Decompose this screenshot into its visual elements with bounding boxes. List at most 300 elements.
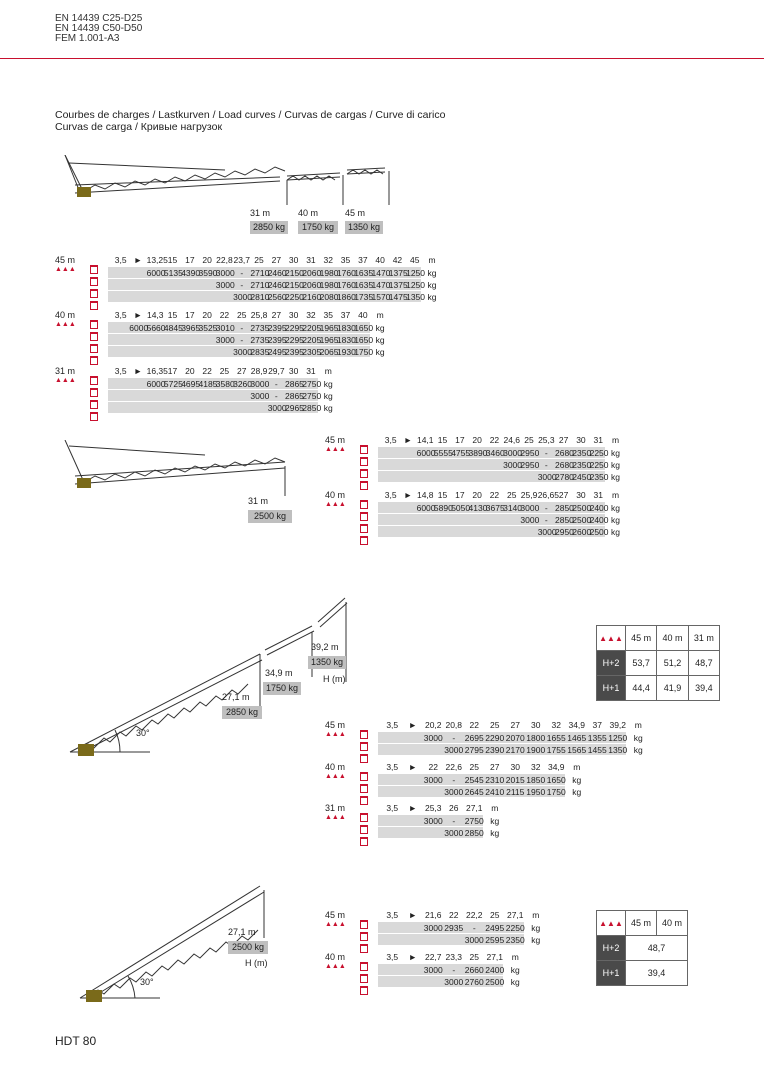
- table-cell: 5890: [433, 503, 453, 513]
- header-cell: 3,5: [114, 255, 127, 265]
- table-cell: -: [472, 923, 476, 933]
- hook-icon: [90, 289, 98, 298]
- hook-icon: [360, 524, 368, 533]
- table-cell: 3000: [423, 965, 443, 975]
- header-cell: 22: [489, 435, 500, 445]
- s4-ht-cell: 48,7: [626, 936, 688, 961]
- table-cell: 2750: [464, 816, 484, 826]
- table-cell: 2710: [250, 280, 270, 290]
- table-cell: 1760: [336, 268, 356, 278]
- header-cell: 25: [237, 310, 247, 320]
- header-cell: 15: [437, 435, 448, 445]
- header-cell: 17: [167, 366, 178, 376]
- s4-dim-length: 27,1 m: [228, 927, 256, 937]
- trolley-icon: ▲▲▲: [55, 266, 76, 273]
- table-cell: 1750: [354, 347, 374, 357]
- table-cell: 1250: [608, 733, 628, 743]
- header-cell: 22: [428, 762, 438, 772]
- section3-t0-jib-length: 45 m: [325, 720, 346, 730]
- header-cell: 22: [202, 366, 212, 376]
- header-cell: 45: [410, 255, 420, 265]
- table-cell: 6000: [416, 448, 436, 458]
- table-cell: 2950: [520, 448, 540, 458]
- table-cell: -: [240, 323, 244, 333]
- table-cell: kg: [427, 268, 437, 278]
- table-cell: 1650: [354, 335, 374, 345]
- table-cell: kg: [490, 816, 500, 826]
- table-cell: 2735: [250, 323, 270, 333]
- header-cell: 20: [202, 310, 212, 320]
- s4-ht-row-label-0: H+2: [597, 936, 626, 961]
- header-cell: ►: [133, 366, 143, 376]
- hook-icon: [90, 388, 98, 397]
- header-cell: 25: [469, 762, 479, 772]
- dim-length-31: 31 m: [250, 208, 271, 218]
- table-cell: kg: [611, 448, 621, 458]
- s3-ht-cell: 41,9: [657, 676, 688, 701]
- header-cell: 20: [185, 366, 195, 376]
- s3-dim-load-39: 1350 kg: [308, 656, 346, 669]
- table-cell: 2170: [505, 745, 525, 755]
- table-cell: 6000: [146, 268, 166, 278]
- header-cell: 20,8: [445, 720, 463, 730]
- table-cell: 1470: [371, 268, 391, 278]
- s3-ht-icon-cell: ▲▲▲: [597, 626, 626, 651]
- table-cell: 2250: [589, 460, 609, 470]
- table-cell: 1565: [567, 745, 587, 755]
- table-cell: 2150: [285, 280, 304, 290]
- hook-icon: [360, 469, 368, 478]
- table-cell: 2560: [267, 292, 287, 302]
- table-cell: 3000: [423, 733, 443, 743]
- table-cell: kg: [531, 923, 541, 933]
- header-cell: 27: [558, 435, 569, 445]
- s3-ht-col-0: 45 m: [626, 626, 657, 651]
- footer-model: HDT 80: [55, 1034, 97, 1048]
- crane-horizontal-31m: [55, 440, 295, 500]
- s3-dim-length-27: 27,1 m: [222, 692, 250, 702]
- table-cell: 2710: [250, 268, 270, 278]
- header-cell: ►: [408, 952, 417, 962]
- table-cell: 5725: [163, 379, 183, 389]
- table-cell: 2500: [589, 527, 609, 537]
- header-cell: 32: [551, 720, 561, 730]
- table-cell: -: [544, 503, 548, 513]
- header-cell: 17: [455, 490, 465, 500]
- s3-angle: 30°: [136, 728, 150, 738]
- hook-icon: [360, 796, 368, 805]
- table-cell: 2390: [485, 745, 505, 755]
- dim-load-40: 1750 kg: [298, 221, 338, 234]
- table-cell: 2660: [464, 965, 484, 975]
- s4-ht-col-0: 45 m: [626, 911, 657, 936]
- table-cell: 1860: [336, 292, 356, 302]
- table-cell: 2070: [505, 733, 525, 743]
- table-cell: 4755: [451, 448, 471, 458]
- trolley-icon: ▲▲▲: [55, 377, 76, 384]
- header-cell: 27,1: [465, 803, 483, 813]
- table-cell: 4130: [468, 503, 488, 513]
- table-cell: 1850: [526, 775, 546, 785]
- table-cell: 2735: [250, 335, 270, 345]
- hook-icon: [360, 784, 368, 793]
- header-cell: 31: [593, 435, 603, 445]
- s4-ht-icon-cell: ▲▲▲: [597, 911, 626, 936]
- trolley-icon: ▲▲▲: [325, 773, 346, 780]
- header-cell: 35: [323, 310, 333, 320]
- table-cell: kg: [611, 527, 621, 537]
- table-cell: 2450: [572, 472, 592, 482]
- table-cell: 3000: [444, 745, 464, 755]
- table-cell: 1800: [526, 733, 546, 743]
- table-cell: 1570: [371, 292, 391, 302]
- header-cell: 42: [392, 255, 403, 265]
- table-cell: 2850: [464, 828, 484, 838]
- header-cell: ►: [408, 720, 417, 730]
- table-cell: 2500: [485, 977, 505, 987]
- hook-icon: [360, 730, 368, 739]
- table-cell: -: [452, 965, 456, 975]
- table-cell: 1655: [546, 733, 566, 743]
- table-cell: 2750: [302, 379, 322, 389]
- table-cell: 1735: [354, 292, 374, 302]
- hook-icon: [360, 536, 368, 545]
- header-cell: 20: [202, 255, 212, 265]
- table-cell: 1980: [319, 268, 339, 278]
- header-cell: 25,8: [250, 310, 268, 320]
- table-cell: 2065: [319, 347, 339, 357]
- table-cell: 1830: [336, 335, 356, 345]
- header-cell: 26,65: [537, 490, 559, 500]
- header-cell: 22,6: [445, 762, 463, 772]
- hook-icon: [360, 825, 368, 834]
- header-cell: m: [611, 435, 620, 445]
- header-cell: m: [634, 720, 642, 730]
- hook-icon: [360, 962, 368, 971]
- table-cell: 2395: [285, 347, 304, 357]
- header-cell: 34,9: [568, 720, 586, 730]
- header-cell: 37: [592, 720, 602, 730]
- table-cell: kg: [375, 347, 385, 357]
- table-cell: 2015: [505, 775, 525, 785]
- hook-icon: [360, 742, 368, 751]
- s4-height-table: [596, 910, 688, 986]
- header-cell: 3,5: [384, 435, 397, 445]
- trolley-icon: ▲▲▲: [325, 921, 346, 928]
- table-cell: 2250: [285, 292, 304, 302]
- s3-height-label: H (m): [323, 674, 346, 684]
- table-cell: kg: [572, 775, 582, 785]
- s3-height-table: [596, 625, 720, 701]
- table-cell: 1250: [406, 268, 426, 278]
- header-cell: 40: [375, 255, 385, 265]
- header-cell: 22: [219, 310, 230, 320]
- header-cell: 14,1: [416, 435, 434, 445]
- hook-icon: [360, 500, 368, 509]
- table-cell: 2500: [572, 515, 592, 525]
- table-cell: 1470: [371, 280, 391, 290]
- s4-ht-row-label-1: H+1: [597, 961, 626, 986]
- header-cell: 14,8: [416, 490, 434, 500]
- dim-length-40: 40 m: [298, 208, 319, 218]
- table-cell: kg: [323, 379, 333, 389]
- header-cell: 31: [306, 255, 316, 265]
- header-cell: 17: [185, 255, 195, 265]
- trolley-icon: ▲▲▲: [325, 446, 346, 453]
- header-cell: ►: [408, 803, 417, 813]
- header-cell: 23,7: [233, 255, 251, 265]
- header-cell: m: [532, 910, 540, 920]
- table-cell: 1455: [587, 745, 607, 755]
- header-cell: 27: [490, 762, 500, 772]
- table-cell: 1930: [336, 347, 356, 357]
- s3-dim-length-39: 39,2 m: [311, 642, 339, 652]
- section1-t2-jib-length: 31 m: [55, 366, 76, 376]
- hook-icon: [90, 344, 98, 353]
- table-cell: 2350: [572, 448, 592, 458]
- header-cell: 21,6: [424, 910, 442, 920]
- table-cell: 2865: [285, 379, 304, 389]
- s4-height-label: H (m): [245, 958, 268, 968]
- table-cell: -: [240, 335, 244, 345]
- table-cell: 3000: [250, 379, 270, 389]
- table-cell: 1965: [319, 323, 339, 333]
- table-cell: 4390: [181, 268, 201, 278]
- header-cell: 30: [531, 720, 541, 730]
- header-cell: 37: [358, 255, 368, 265]
- section1-t0-jib-length: 45 m: [55, 255, 76, 265]
- table-cell: 1755: [546, 745, 566, 755]
- header-cell: 3,5: [386, 803, 399, 813]
- hook-icon: [90, 265, 98, 274]
- header-cell: 27: [237, 366, 247, 376]
- header-cell: 28,9: [250, 366, 268, 376]
- hook-icon: [360, 457, 368, 466]
- table-cell: 1465: [567, 733, 587, 743]
- standard-line-2: EN 14439 C50-D50: [55, 23, 143, 34]
- hook-icon: [360, 920, 368, 929]
- table-cell: 3000: [503, 460, 523, 470]
- table-cell: 2290: [485, 733, 505, 743]
- header-cell: m: [491, 803, 499, 813]
- table-cell: 1635: [354, 268, 374, 278]
- table-cell: 2060: [302, 268, 322, 278]
- table-cell: 3010: [215, 323, 235, 333]
- s3-ht-row-label-1: H+1: [597, 676, 626, 701]
- header-cell: 13,25: [146, 255, 168, 265]
- header-cell: 17: [455, 435, 465, 445]
- table-cell: 2795: [464, 745, 484, 755]
- section3-t2-jib-length: 31 m: [325, 803, 346, 813]
- table-cell: 1375: [388, 280, 408, 290]
- header-divider: [0, 58, 764, 59]
- table-cell: kg: [531, 935, 541, 945]
- table-cell: 2350: [572, 460, 592, 470]
- header-cell: 27: [271, 310, 282, 320]
- dim-load-31: 2850 kg: [250, 221, 288, 234]
- s3-ht-cell: 51,2: [657, 651, 688, 676]
- header-cell: m: [511, 952, 519, 962]
- table-cell: 1750: [546, 787, 566, 797]
- hook-icon: [360, 772, 368, 781]
- table-cell: -: [452, 775, 456, 785]
- s3-dim-load-34: 1750 kg: [263, 682, 301, 695]
- table-cell: 2950: [520, 460, 540, 470]
- table-cell: -: [544, 448, 548, 458]
- header-cell: 35: [340, 255, 351, 265]
- header-cell: 25: [490, 720, 500, 730]
- hook-icon: [360, 944, 368, 953]
- table-cell: kg: [323, 391, 333, 401]
- table-cell: 2400: [485, 965, 505, 975]
- s3-dim-length-34: 34,9 m: [265, 668, 293, 678]
- table-cell: kg: [611, 515, 621, 525]
- dim-length-45: 45 m: [345, 208, 366, 218]
- table-cell: 2150: [285, 268, 304, 278]
- header-cell: 32: [323, 255, 333, 265]
- table-cell: 3890: [468, 448, 488, 458]
- header-cell: 25,3: [424, 803, 442, 813]
- s3-dim-load-27: 2850 kg: [222, 706, 262, 719]
- table-cell: 2250: [505, 923, 525, 933]
- table-cell: -: [274, 379, 278, 389]
- header-cell: 25: [524, 435, 534, 445]
- hook-icon: [90, 277, 98, 286]
- table-cell: 2645: [464, 787, 484, 797]
- header-cell: 15: [167, 255, 178, 265]
- page-subtitle: Curvas de carga / Кривые нагрузок: [55, 121, 223, 133]
- header-cell: 30: [288, 366, 299, 376]
- hook-icon: [90, 301, 98, 310]
- table-cell: 1900: [526, 745, 546, 755]
- table-cell: 2205: [302, 323, 322, 333]
- header-cell: 27,1: [506, 910, 524, 920]
- crane-horizontal-45m: [55, 155, 395, 215]
- table-cell: 3965: [181, 323, 201, 333]
- table-cell: 2500: [572, 503, 592, 513]
- header-cell: m: [428, 255, 436, 265]
- table-cell: 2305: [302, 347, 322, 357]
- table-cell: 3260: [233, 379, 253, 389]
- header-cell: 25,9: [520, 490, 538, 500]
- header-cell: 22,2: [465, 910, 483, 920]
- header-cell: 25: [490, 910, 500, 920]
- header-cell: m: [611, 490, 620, 500]
- table-cell: 4695: [181, 379, 201, 389]
- table-cell: 2350: [505, 935, 525, 945]
- page-title: Courbes de charges / Lastkurven / Load curves / Curvas de cargas / Curve di carico: [55, 109, 446, 121]
- header-cell: 24,6: [503, 435, 521, 445]
- table-cell: 2935: [444, 923, 464, 933]
- s2-dim-length: 31 m: [248, 496, 269, 506]
- s3-ht-cell: 53,7: [626, 651, 657, 676]
- header-cell: 30: [288, 255, 299, 265]
- table-cell: 3000: [215, 335, 235, 345]
- trolley-icon: ▲▲▲: [325, 814, 346, 821]
- table-cell: 3000: [537, 527, 557, 537]
- table-cell: 1760: [336, 280, 356, 290]
- table-cell: 4185: [198, 379, 218, 389]
- table-cell: 6000: [416, 503, 436, 513]
- header-cell: ►: [133, 255, 143, 265]
- table-cell: 6000: [129, 323, 149, 333]
- table-cell: 3000: [520, 515, 540, 525]
- table-cell: 2400: [589, 515, 609, 525]
- section4-t0-jib-length: 45 m: [325, 910, 346, 920]
- table-cell: 2460: [267, 268, 287, 278]
- s4-dim-load: 2500 kg: [228, 941, 268, 954]
- table-cell: 1350: [608, 745, 628, 755]
- header-cell: 22: [489, 490, 500, 500]
- table-cell: 2850: [555, 515, 574, 525]
- table-cell: -: [240, 268, 244, 278]
- header-cell: 27,1: [486, 952, 504, 962]
- s3-ht-row-label-0: H+2: [597, 651, 626, 676]
- section3-t1-jib-length: 40 m: [325, 762, 346, 772]
- table-cell: 2460: [267, 280, 287, 290]
- table-cell: 5135: [163, 268, 183, 278]
- table-cell: 2680: [555, 448, 574, 458]
- hook-icon: [360, 445, 368, 454]
- table-cell: 2760: [464, 977, 484, 987]
- section1-t1-jib-length: 40 m: [55, 310, 76, 320]
- table-cell: 1950: [526, 787, 546, 797]
- hook-icon: [90, 376, 98, 385]
- table-cell: 3000: [423, 923, 443, 933]
- table-cell: 2780: [555, 472, 574, 482]
- hook-icon: [90, 400, 98, 409]
- header-cell: m: [324, 366, 332, 376]
- table-cell: 3000: [444, 787, 464, 797]
- header-cell: 27: [271, 255, 282, 265]
- table-cell: 3000: [444, 828, 464, 838]
- header-cell: 30: [510, 762, 520, 772]
- header-cell: 3,5: [386, 762, 399, 772]
- table-cell: 1965: [319, 335, 339, 345]
- header-cell: 27: [510, 720, 520, 730]
- header-cell: 22,8: [216, 255, 233, 265]
- standard-line-3: FEM 1.001-A3: [55, 33, 120, 44]
- table-cell: 3000: [233, 347, 253, 357]
- table-cell: 2495: [267, 347, 287, 357]
- table-cell: 2600: [572, 527, 592, 537]
- table-cell: 4845: [163, 323, 183, 333]
- hook-icon: [360, 974, 368, 983]
- crane-luffing-30deg: [50, 592, 350, 762]
- header-cell: 40: [358, 310, 368, 320]
- table-cell: 2250: [589, 448, 609, 458]
- table-cell: kg: [375, 323, 385, 333]
- header-cell: 25: [507, 490, 517, 500]
- table-cell: 3000: [233, 292, 253, 302]
- table-cell: kg: [510, 965, 520, 975]
- table-cell: 2495: [485, 923, 505, 933]
- standard-line-1: EN 14439 C25-D25: [55, 13, 143, 24]
- header-cell: 25: [254, 255, 264, 265]
- table-cell: 3000: [423, 775, 443, 785]
- table-cell: 3000: [520, 503, 540, 513]
- header-cell: 17: [185, 310, 195, 320]
- table-cell: 2545: [464, 775, 484, 785]
- s3-ht-col-1: 40 m: [657, 626, 688, 651]
- table-cell: -: [544, 515, 548, 525]
- s3-ht-cell: 48,7: [688, 651, 719, 676]
- hook-icon: [360, 932, 368, 941]
- header-cell: m: [376, 310, 384, 320]
- header-cell: 3,5: [386, 910, 399, 920]
- table-cell: 3460: [485, 448, 505, 458]
- table-cell: 2680: [555, 460, 574, 470]
